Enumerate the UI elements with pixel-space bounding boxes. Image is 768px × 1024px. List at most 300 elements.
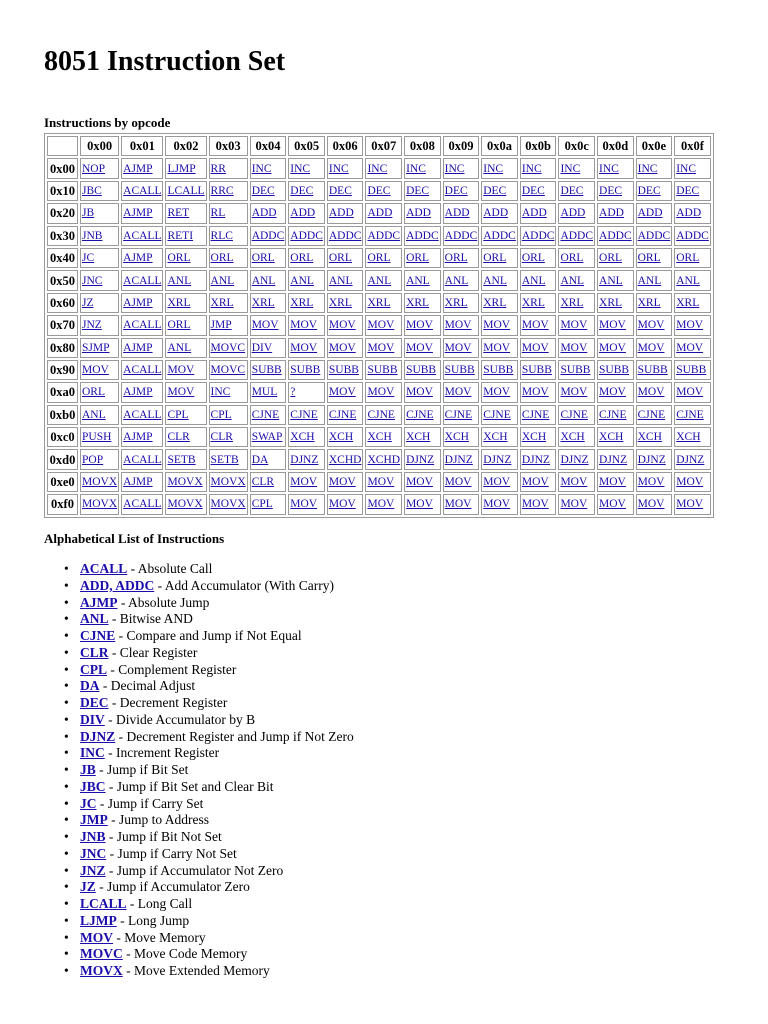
opcode-link[interactable]: INC bbox=[483, 162, 504, 175]
instruction-link[interactable]: LJMP bbox=[80, 912, 117, 928]
opcode-link[interactable]: AJMP bbox=[123, 296, 153, 309]
opcode-link[interactable]: MOV bbox=[637, 341, 665, 354]
opcode-link[interactable]: ACALL bbox=[123, 229, 162, 242]
opcode-link[interactable]: MOV bbox=[483, 341, 511, 354]
opcode-link[interactable]: MOV bbox=[521, 498, 549, 511]
opcode-link[interactable]: SUBB bbox=[290, 364, 321, 377]
opcode-link[interactable]: CJNE bbox=[444, 408, 473, 421]
instruction-link[interactable]: DEC bbox=[80, 695, 109, 710]
opcode-link[interactable]: ADD bbox=[328, 207, 354, 220]
opcode-link[interactable]: JMP bbox=[210, 319, 232, 332]
opcode-link[interactable]: MUL bbox=[251, 386, 278, 399]
bullet-icon: • bbox=[64, 695, 69, 710]
instruction-link[interactable]: JBC bbox=[80, 778, 106, 794]
instruction-link[interactable]: LCALL bbox=[80, 896, 127, 911]
opcode-link[interactable]: MOV bbox=[560, 498, 588, 511]
opcode-link[interactable]: MOVX bbox=[167, 476, 203, 489]
opcode-link[interactable]: DEC bbox=[328, 184, 352, 197]
opcode-link[interactable]: MOV bbox=[599, 386, 626, 399]
opcode-cell bbox=[443, 293, 480, 313]
opcode-link[interactable]: RRC bbox=[210, 184, 234, 197]
opcode-link[interactable]: ORL bbox=[290, 252, 314, 265]
opcode-link[interactable]: XCH bbox=[521, 431, 547, 444]
opcode-link[interactable]: ORL bbox=[328, 252, 352, 265]
opcode-link[interactable]: CPL bbox=[251, 498, 273, 511]
opcode-link[interactable]: INC bbox=[637, 162, 658, 175]
opcode-link[interactable]: MOV bbox=[599, 476, 626, 489]
opcode-link[interactable]: INC bbox=[521, 162, 542, 175]
opcode-link[interactable]: ADDC bbox=[521, 229, 555, 242]
opcode-link[interactable]: RR bbox=[210, 162, 226, 175]
opcode-link[interactable]: MOV bbox=[328, 498, 356, 511]
opcode-link[interactable]: SUBB bbox=[251, 364, 282, 377]
opcode-link[interactable]: MOV bbox=[521, 476, 549, 489]
opcode-link[interactable]: MOV bbox=[82, 364, 109, 377]
opcode-link[interactable]: XRL bbox=[406, 296, 430, 309]
opcode-link[interactable]: MOV bbox=[676, 476, 704, 489]
opcode-link[interactable]: MOVX bbox=[210, 476, 246, 489]
opcode-link[interactable]: DEC bbox=[521, 184, 545, 197]
opcode-link[interactable]: SUBB bbox=[676, 364, 707, 377]
instruction-link[interactable]: JNZ bbox=[80, 862, 106, 878]
opcode-link[interactable]: MOV bbox=[483, 498, 511, 511]
opcode-cell bbox=[288, 226, 325, 246]
opcode-link[interactable]: MOV bbox=[367, 319, 395, 332]
opcode-link[interactable]: NOP bbox=[82, 162, 106, 175]
opcode-link[interactable]: ADDC bbox=[599, 229, 632, 242]
opcode-link[interactable]: DEC bbox=[637, 184, 661, 197]
opcode-link[interactable]: MOV bbox=[290, 341, 318, 354]
opcode-link[interactable]: XRL bbox=[483, 296, 507, 309]
opcode-link[interactable]: CLR bbox=[167, 431, 190, 444]
opcode-link[interactable]: DJNZ bbox=[483, 453, 512, 466]
opcode-link[interactable]: ADD bbox=[444, 207, 470, 220]
opcode-link[interactable]: ORL bbox=[167, 252, 191, 265]
opcode-link[interactable]: XCH bbox=[406, 431, 431, 444]
opcode-link[interactable]: MOV bbox=[521, 319, 549, 332]
opcode-link[interactable]: MOV bbox=[406, 386, 433, 399]
opcode-link[interactable]: PUSH bbox=[82, 431, 112, 444]
opcode-link[interactable]: XCH bbox=[676, 431, 701, 444]
opcode-link[interactable]: XRL bbox=[367, 296, 391, 309]
instruction-link[interactable]: JMP bbox=[80, 812, 108, 828]
instruction-link[interactable]: MOV bbox=[80, 929, 113, 945]
opcode-link[interactable]: MOV bbox=[676, 319, 704, 332]
opcode-link[interactable]: MOV bbox=[599, 341, 626, 354]
instruction-link[interactable]: JNB bbox=[80, 829, 106, 844]
opcode-link[interactable]: MOVC bbox=[210, 364, 246, 377]
opcode-link[interactable]: SETB bbox=[210, 453, 239, 466]
opcode-link[interactable]: ANL bbox=[560, 274, 585, 287]
opcode-link[interactable]: XCH bbox=[367, 431, 392, 444]
opcode-link[interactable]: XRL bbox=[444, 296, 468, 309]
instruction-link[interactable]: JZ bbox=[80, 879, 96, 895]
opcode-link[interactable]: INC bbox=[367, 162, 388, 175]
opcode-link[interactable]: XRL bbox=[521, 296, 545, 309]
opcode-link[interactable]: MOV bbox=[444, 341, 472, 354]
opcode-cell bbox=[80, 449, 119, 469]
opcode-link[interactable]: CJNE bbox=[406, 408, 434, 421]
opcode-link[interactable]: MOV bbox=[167, 364, 195, 377]
opcode-link[interactable]: MOVX bbox=[82, 476, 118, 489]
opcode-link[interactable]: MOV bbox=[290, 498, 318, 511]
opcode-link[interactable]: CJNE bbox=[367, 408, 395, 421]
opcode-link[interactable]: MOV bbox=[560, 476, 588, 489]
opcode-link[interactable]: MOV bbox=[521, 386, 549, 399]
opcode-link[interactable]: JBC bbox=[82, 184, 102, 197]
opcode-link[interactable]: XCH bbox=[328, 431, 354, 444]
opcode-link[interactable]: AJMP bbox=[123, 431, 153, 444]
opcode-cell bbox=[121, 427, 163, 447]
opcode-link[interactable]: MOV bbox=[367, 386, 395, 399]
opcode-cell bbox=[520, 226, 557, 246]
opcode-link[interactable]: ADD bbox=[637, 207, 663, 220]
opcode-link[interactable]: ADDC bbox=[251, 229, 285, 242]
opcode-link[interactable]: ADDC bbox=[560, 229, 594, 242]
opcode-link[interactable]: MOV bbox=[444, 319, 472, 332]
opcode-link[interactable]: INC bbox=[406, 162, 426, 175]
opcode-link[interactable]: MOV bbox=[367, 498, 395, 511]
opcode-link[interactable]: INC bbox=[251, 162, 272, 175]
opcode-link[interactable]: LJMP bbox=[167, 162, 196, 175]
opcode-link[interactable]: SUBB bbox=[483, 364, 514, 377]
opcode-link[interactable]: ANL bbox=[82, 408, 106, 421]
opcode-link[interactable]: MOV bbox=[676, 341, 704, 354]
opcode-link[interactable]: JNB bbox=[82, 229, 103, 242]
opcode-link[interactable]: DEC bbox=[676, 184, 700, 197]
opcode-link[interactable]: DEC bbox=[367, 184, 391, 197]
opcode-link[interactable]: MOV bbox=[444, 476, 472, 489]
opcode-link[interactable]: ADDC bbox=[367, 229, 401, 242]
opcode-link[interactable]: MOVX bbox=[167, 498, 203, 511]
opcode-link[interactable]: CJNE bbox=[521, 408, 550, 421]
opcode-link[interactable]: DJNZ bbox=[521, 453, 550, 466]
opcode-link[interactable]: ORL bbox=[82, 386, 105, 399]
opcode-link[interactable]: MOV bbox=[637, 498, 665, 511]
opcode-link[interactable]: ANL bbox=[676, 274, 700, 287]
opcode-link[interactable]: MOV bbox=[328, 476, 356, 489]
opcode-link[interactable]: XRL bbox=[676, 296, 700, 309]
opcode-link[interactable]: MOV bbox=[167, 386, 195, 399]
opcode-link[interactable]: DEC bbox=[444, 184, 468, 197]
opcode-link[interactable]: ADDC bbox=[290, 229, 323, 242]
opcode-link[interactable]: ANL bbox=[483, 274, 507, 287]
opcode-link[interactable]: MOV bbox=[290, 476, 318, 489]
opcode-link[interactable]: ADD bbox=[676, 207, 702, 220]
opcode-link[interactable]: ACALL bbox=[123, 498, 162, 511]
opcode-link[interactable]: ADDC bbox=[483, 229, 516, 242]
opcode-link[interactable]: DEC bbox=[290, 184, 314, 197]
opcode-link[interactable]: MOV bbox=[444, 386, 472, 399]
opcode-link[interactable]: ANL bbox=[444, 274, 469, 287]
opcode-link[interactable]: ANL bbox=[251, 274, 276, 287]
opcode-link[interactable]: AJMP bbox=[123, 476, 153, 489]
opcode-link[interactable]: ANL bbox=[406, 274, 430, 287]
opcode-link[interactable]: CPL bbox=[210, 408, 232, 421]
opcode-link[interactable]: CJNE bbox=[290, 408, 318, 421]
instruction-link[interactable]: CPL bbox=[80, 661, 107, 677]
opcode-link[interactable]: XCH bbox=[560, 431, 585, 444]
opcode-link[interactable]: MOVX bbox=[82, 498, 118, 511]
instruction-link[interactable]: DIV bbox=[80, 711, 105, 727]
opcode-link[interactable]: JB bbox=[82, 207, 95, 220]
opcode-cell bbox=[674, 315, 711, 335]
opcode-link[interactable]: CLR bbox=[210, 431, 233, 444]
opcode-link[interactable]: ACALL bbox=[123, 319, 162, 332]
opcode-link[interactable]: CJNE bbox=[251, 408, 280, 421]
opcode-link[interactable]: MOV bbox=[599, 319, 626, 332]
opcode-link[interactable]: XCH bbox=[444, 431, 469, 444]
opcode-link[interactable]: ANL bbox=[367, 274, 392, 287]
opcode-link[interactable]: ORL bbox=[444, 252, 468, 265]
opcode-link[interactable]: ORL bbox=[637, 252, 661, 265]
opcode-link[interactable]: RL bbox=[210, 207, 226, 220]
list-item bbox=[64, 594, 740, 612]
opcode-link[interactable]: ADDC bbox=[328, 229, 362, 242]
opcode-link[interactable]: DA bbox=[251, 453, 269, 466]
instruction-link[interactable]: MOVC bbox=[80, 946, 123, 962]
opcode-link[interactable]: SUBB bbox=[367, 364, 398, 377]
opcode-link[interactable]: MOV bbox=[444, 498, 472, 511]
opcode-link[interactable]: MOV bbox=[328, 319, 356, 332]
opcode-link[interactable]: ADDC bbox=[444, 229, 478, 242]
opcode-cell bbox=[520, 181, 557, 201]
opcode-link[interactable]: INC bbox=[290, 162, 311, 175]
opcode-link[interactable]: DJNZ bbox=[560, 453, 589, 466]
opcode-link[interactable]: ORL bbox=[676, 252, 700, 265]
opcode-link[interactable]: RET bbox=[167, 207, 190, 220]
opcode-link[interactable]: ORL bbox=[167, 319, 191, 332]
instruction-link[interactable]: ADD, ADDC bbox=[80, 577, 155, 593]
opcode-link[interactable]: ADD bbox=[251, 207, 277, 220]
opcode-link[interactable]: ADDC bbox=[637, 229, 671, 242]
opcode-link[interactable]: INC bbox=[444, 162, 465, 175]
opcode-link[interactable]: ADD bbox=[290, 207, 316, 220]
opcode-link[interactable]: ACALL bbox=[123, 274, 162, 287]
opcode-link[interactable]: ACALL bbox=[123, 453, 162, 466]
opcode-link[interactable]: ORL bbox=[560, 252, 584, 265]
opcode-link[interactable]: ORL bbox=[483, 252, 507, 265]
opcode-link[interactable]: CPL bbox=[167, 408, 189, 421]
opcode-link[interactable]: DJNZ bbox=[444, 453, 473, 466]
opcode-cell bbox=[365, 293, 402, 313]
opcode-link[interactable]: MOV bbox=[290, 319, 318, 332]
opcode-link[interactable]: INC bbox=[599, 162, 619, 175]
opcode-link[interactable]: XRL bbox=[210, 296, 234, 309]
opcode-link[interactable]: CJNE bbox=[599, 408, 627, 421]
opcode-link[interactable]: ANL bbox=[290, 274, 314, 287]
opcode-link[interactable]: XCH bbox=[599, 431, 624, 444]
instruction-link[interactable]: AJMP bbox=[80, 594, 118, 610]
opcode-link[interactable]: INC bbox=[328, 162, 349, 175]
instruction-link[interactable]: MOVX bbox=[80, 963, 123, 978]
opcode-link[interactable]: ? bbox=[290, 386, 296, 399]
opcode-link[interactable]: ORL bbox=[521, 252, 545, 265]
opcode-link[interactable]: SUBB bbox=[521, 364, 552, 377]
opcode-link[interactable]: CLR bbox=[251, 476, 275, 489]
opcode-link[interactable]: ORL bbox=[599, 252, 623, 265]
instruction-link[interactable]: JNC bbox=[80, 845, 107, 861]
opcode-link[interactable]: MOV bbox=[637, 476, 665, 489]
opcode-link[interactable]: ADD bbox=[406, 207, 431, 220]
opcode-link[interactable]: SUBB bbox=[444, 364, 475, 377]
opcode-link[interactable]: ADD bbox=[560, 207, 586, 220]
opcode-link[interactable]: MOV bbox=[560, 386, 588, 399]
instruction-link[interactable]: JC bbox=[80, 795, 97, 811]
opcode-link[interactable]: DJNZ bbox=[637, 453, 666, 466]
opcode-link[interactable]: MOV bbox=[599, 498, 626, 511]
opcode-link[interactable]: POP bbox=[82, 453, 104, 466]
opcode-link[interactable]: INC bbox=[676, 162, 697, 175]
opcode-cell bbox=[165, 293, 206, 313]
opcode-link[interactable]: XCH bbox=[637, 431, 662, 444]
opcode-link[interactable]: CJNE bbox=[560, 408, 588, 421]
opcode-link[interactable]: XCHD bbox=[367, 453, 401, 466]
opcode-link[interactable]: DJNZ bbox=[406, 453, 435, 466]
opcode-cell bbox=[674, 293, 711, 313]
opcode-link[interactable]: CJNE bbox=[483, 408, 511, 421]
opcode-link[interactable]: ANL bbox=[210, 274, 235, 287]
opcode-link[interactable]: XCH bbox=[290, 431, 315, 444]
table-row bbox=[47, 360, 711, 380]
opcode-link[interactable]: MOVX bbox=[210, 498, 246, 511]
opcode-link[interactable]: XRL bbox=[599, 296, 623, 309]
opcode-link[interactable]: MOV bbox=[328, 386, 356, 399]
opcode-link[interactable]: XRL bbox=[251, 296, 275, 309]
opcode-cell bbox=[597, 449, 634, 469]
opcode-link[interactable]: AJMP bbox=[123, 341, 153, 354]
opcode-link[interactable]: XRL bbox=[637, 296, 661, 309]
opcode-link[interactable]: JNZ bbox=[82, 319, 102, 332]
instruction-link[interactable]: DA bbox=[80, 678, 100, 694]
opcode-link[interactable]: MOV bbox=[637, 319, 665, 332]
opcode-link[interactable]: DJNZ bbox=[290, 453, 319, 466]
opcode-link[interactable]: ORL bbox=[210, 252, 234, 265]
instruction-link[interactable]: INC bbox=[80, 745, 105, 761]
opcode-link[interactable]: MOVC bbox=[210, 341, 246, 354]
opcode-link[interactable]: MOV bbox=[676, 498, 704, 511]
opcode-link[interactable]: RETI bbox=[167, 229, 194, 242]
opcode-link[interactable]: ANL bbox=[521, 274, 546, 287]
opcode-link[interactable]: MOV bbox=[560, 319, 588, 332]
opcode-link[interactable]: MOV bbox=[406, 476, 433, 489]
opcode-link[interactable]: JC bbox=[82, 252, 95, 265]
opcode-link[interactable]: ACALL bbox=[123, 184, 162, 197]
opcode-link[interactable]: ADD bbox=[367, 207, 393, 220]
opcode-link[interactable]: ORL bbox=[406, 252, 430, 265]
instruction-link[interactable]: CLR bbox=[80, 644, 109, 660]
opcode-link[interactable]: INC bbox=[210, 386, 231, 399]
opcode-link[interactable]: ANL bbox=[328, 274, 353, 287]
opcode-link[interactable]: MOV bbox=[521, 341, 549, 354]
opcode-link[interactable]: ANL bbox=[167, 341, 192, 354]
opcode-link[interactable]: AJMP bbox=[123, 252, 153, 265]
opcode-link[interactable]: ADD bbox=[521, 207, 547, 220]
opcode-link[interactable]: ADD bbox=[483, 207, 509, 220]
opcode-link[interactable]: MOV bbox=[328, 341, 356, 354]
opcode-link[interactable]: ANL bbox=[637, 274, 662, 287]
instruction-link[interactable]: ACALL bbox=[80, 561, 128, 576]
opcode-link[interactable]: MOV bbox=[483, 319, 511, 332]
opcode-link[interactable]: MOV bbox=[367, 341, 395, 354]
opcode-link[interactable]: SETB bbox=[167, 453, 196, 466]
row-header: 0x10 bbox=[47, 181, 78, 201]
instruction-link[interactable]: CJNE bbox=[80, 628, 116, 643]
opcode-link[interactable]: LCALL bbox=[167, 184, 205, 197]
opcode-cell bbox=[209, 360, 248, 380]
opcode-link[interactable]: ORL bbox=[251, 252, 275, 265]
opcode-link[interactable]: DEC bbox=[406, 184, 430, 197]
opcode-link[interactable]: AJMP bbox=[123, 162, 153, 175]
opcode-link[interactable]: CJNE bbox=[328, 408, 357, 421]
opcode-link[interactable]: XRL bbox=[290, 296, 314, 309]
opcode-cell bbox=[250, 181, 287, 201]
opcode-link[interactable]: SUBB bbox=[560, 364, 591, 377]
opcode-link[interactable]: MOV bbox=[483, 476, 511, 489]
opcode-link[interactable]: DJNZ bbox=[676, 453, 705, 466]
opcode-link[interactable]: MOV bbox=[251, 319, 279, 332]
opcode-link[interactable]: XCHD bbox=[328, 453, 362, 466]
opcode-link[interactable]: SUBB bbox=[599, 364, 630, 377]
opcode-link[interactable]: MOV bbox=[560, 341, 588, 354]
opcode-link[interactable]: ORL bbox=[367, 252, 391, 265]
opcode-link[interactable]: DEC bbox=[599, 184, 623, 197]
opcode-link[interactable]: CJNE bbox=[637, 408, 666, 421]
opcode-link[interactable]: ANL bbox=[599, 274, 623, 287]
opcode-link[interactable]: ACALL bbox=[123, 364, 162, 377]
opcode-link[interactable]: XRL bbox=[328, 296, 352, 309]
opcode-link[interactable]: RLC bbox=[210, 229, 233, 242]
opcode-link[interactable]: ANL bbox=[167, 274, 192, 287]
opcode-link[interactable]: MOV bbox=[406, 319, 433, 332]
opcode-link[interactable]: MOV bbox=[406, 498, 433, 511]
opcode-link[interactable]: ADDC bbox=[676, 229, 709, 242]
opcode-link[interactable]: MOV bbox=[483, 386, 511, 399]
opcode-link[interactable]: AJMP bbox=[123, 386, 153, 399]
opcode-link[interactable]: JZ bbox=[82, 296, 94, 309]
opcode-link[interactable]: CJNE bbox=[676, 408, 704, 421]
opcode-link[interactable]: ADD bbox=[599, 207, 624, 220]
opcode-link[interactable]: SJMP bbox=[82, 341, 110, 354]
opcode-link[interactable]: DIV bbox=[251, 341, 273, 354]
opcode-cell bbox=[165, 315, 206, 335]
opcode-link[interactable]: MOV bbox=[637, 386, 665, 399]
opcode-link[interactable]: MOV bbox=[676, 386, 704, 399]
opcode-link[interactable]: XRL bbox=[167, 296, 191, 309]
opcode-link[interactable]: SUBB bbox=[328, 364, 359, 377]
opcode-link[interactable]: SUBB bbox=[406, 364, 437, 377]
opcode-link[interactable]: XRL bbox=[560, 296, 584, 309]
opcode-link[interactable]: AJMP bbox=[123, 207, 153, 220]
opcode-link[interactable]: SWAP bbox=[251, 431, 283, 444]
bullet-icon: • bbox=[64, 561, 69, 576]
opcode-link[interactable]: XCH bbox=[483, 431, 508, 444]
opcode-link[interactable]: DEC bbox=[483, 184, 507, 197]
opcode-link[interactable]: INC bbox=[560, 162, 581, 175]
opcode-link[interactable]: DJNZ bbox=[599, 453, 628, 466]
opcode-link[interactable]: DEC bbox=[560, 184, 584, 197]
opcode-link[interactable]: MOV bbox=[367, 476, 395, 489]
opcode-link[interactable]: ADDC bbox=[406, 229, 439, 242]
instruction-link[interactable]: JB bbox=[80, 762, 96, 777]
instruction-link[interactable]: ANL bbox=[80, 611, 109, 627]
opcode-link[interactable]: MOV bbox=[406, 341, 433, 354]
opcode-link[interactable]: SUBB bbox=[637, 364, 668, 377]
opcode-link[interactable]: JNC bbox=[82, 274, 103, 287]
opcode-link[interactable]: DEC bbox=[251, 184, 275, 197]
opcode-link[interactable]: ACALL bbox=[123, 408, 162, 421]
instruction-link[interactable]: DJNZ bbox=[80, 728, 116, 744]
